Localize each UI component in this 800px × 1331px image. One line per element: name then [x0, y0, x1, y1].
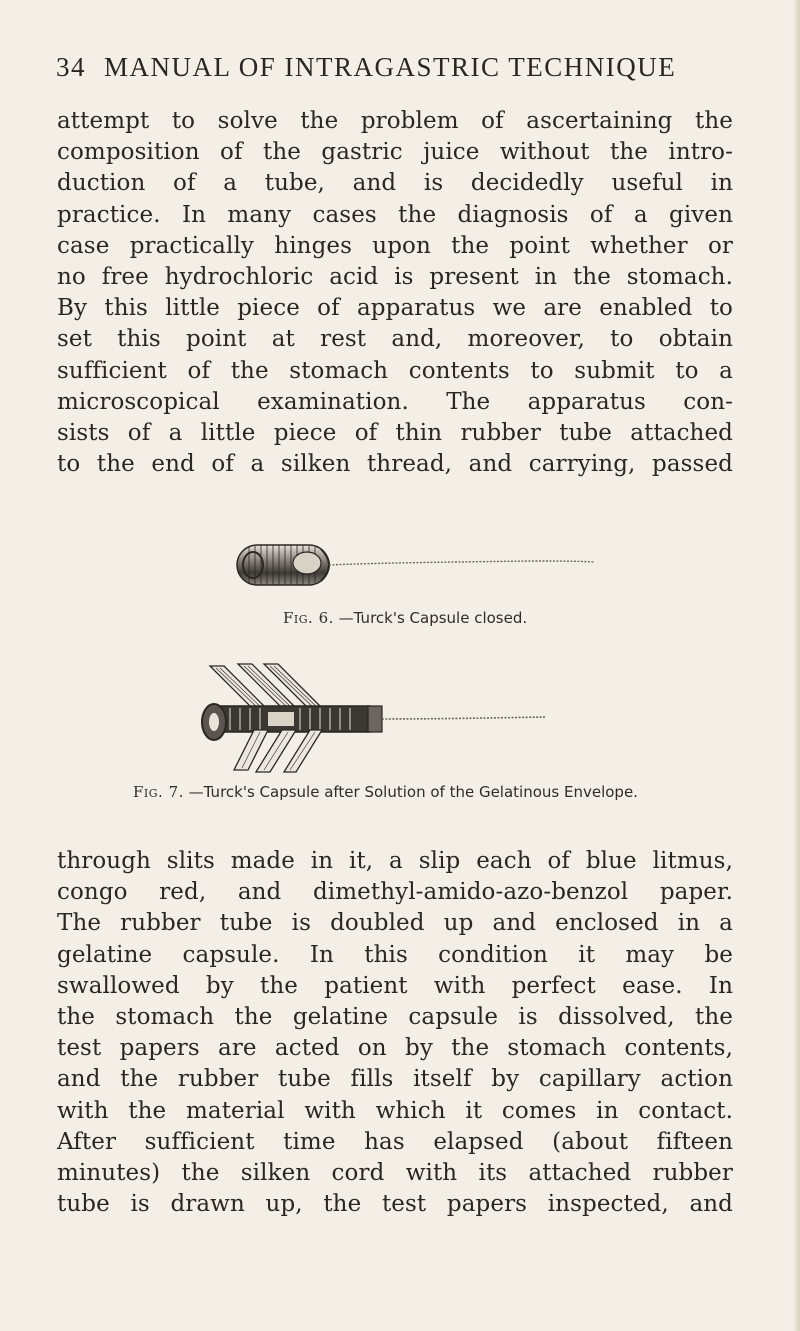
opened-capsule-illustration [190, 662, 550, 774]
text-line: By this little piece of apparatus we are enabled to [57, 295, 733, 322]
running-title: MANUAL OF INTRAGASTRIC TECHNIQUE [104, 52, 677, 82]
figure-6 [0, 535, 800, 645]
text-line: composition of the gastric juice without the intro- [57, 139, 733, 166]
figure-7 [0, 660, 800, 830]
closed-capsule-illustration [225, 535, 605, 605]
figure-label: Fig. 7. [133, 783, 184, 801]
text-line: case practically hinges upon the point whether or [57, 232, 733, 259]
figure-label: Fig. 6. [283, 609, 334, 627]
running-header [56, 52, 746, 88]
text-line: sufficient of the stomach contents to submit to a [57, 357, 733, 384]
text-line: practice. In many cases the diagnosis of a given [57, 201, 733, 228]
text-line: through slits made in it, a slip each of blue litmus, [57, 848, 733, 874]
text-line: duction of a tube, and is decidedly useful in [57, 170, 733, 197]
text-line: attempt to solve the problem of ascertaining the [57, 108, 733, 134]
text-line: with the material with which it comes in contact. [57, 1097, 733, 1124]
text-line: and the rubber tube fills itself by capillary action [57, 1066, 733, 1093]
text-line: test papers are acted on by the stomach contents, [57, 1035, 733, 1062]
paragraph-top [57, 106, 733, 480]
text-line: set this point at rest and, moreover, to obtain [57, 326, 733, 353]
text-line: sists of a little piece of thin rubber tube attached [57, 419, 733, 446]
text-line: The rubber tube is doubled up and enclosed in a [57, 910, 733, 937]
text-line: congo red, and dimethyl-amido-azo-benzol paper. [57, 879, 733, 906]
text-line: gelatine capsule. In this condition it may be [57, 941, 733, 968]
figure-caption-text: —Turck's Capsule closed. [338, 609, 528, 627]
text-line: tube is drawn up, the test papers inspected, and [57, 1191, 733, 1218]
figure-6-caption [283, 609, 527, 627]
paragraph-bottom [57, 846, 733, 1220]
figure-7-caption [133, 783, 638, 801]
text-line: swallowed by the patient with perfect ease. In [57, 972, 733, 999]
text-line: the stomach the gelatine capsule is dissolved, the [57, 1003, 733, 1030]
figure-caption-text: —Turck's Capsule after Solution of the Gelatinous Envelope. [188, 783, 638, 801]
page-number: 34 [56, 52, 86, 82]
text-line: to the end of a silken thread, and carrying, passed [57, 451, 733, 478]
text-line: minutes) the silken cord with its attached rubber [57, 1159, 733, 1186]
text-line: microscopical examination. The apparatus con- [57, 388, 733, 415]
text-line: no free hydrochloric acid is present in the stomach. [57, 263, 733, 290]
text-line: After sufficient time has elapsed (about fifteen [57, 1128, 733, 1155]
